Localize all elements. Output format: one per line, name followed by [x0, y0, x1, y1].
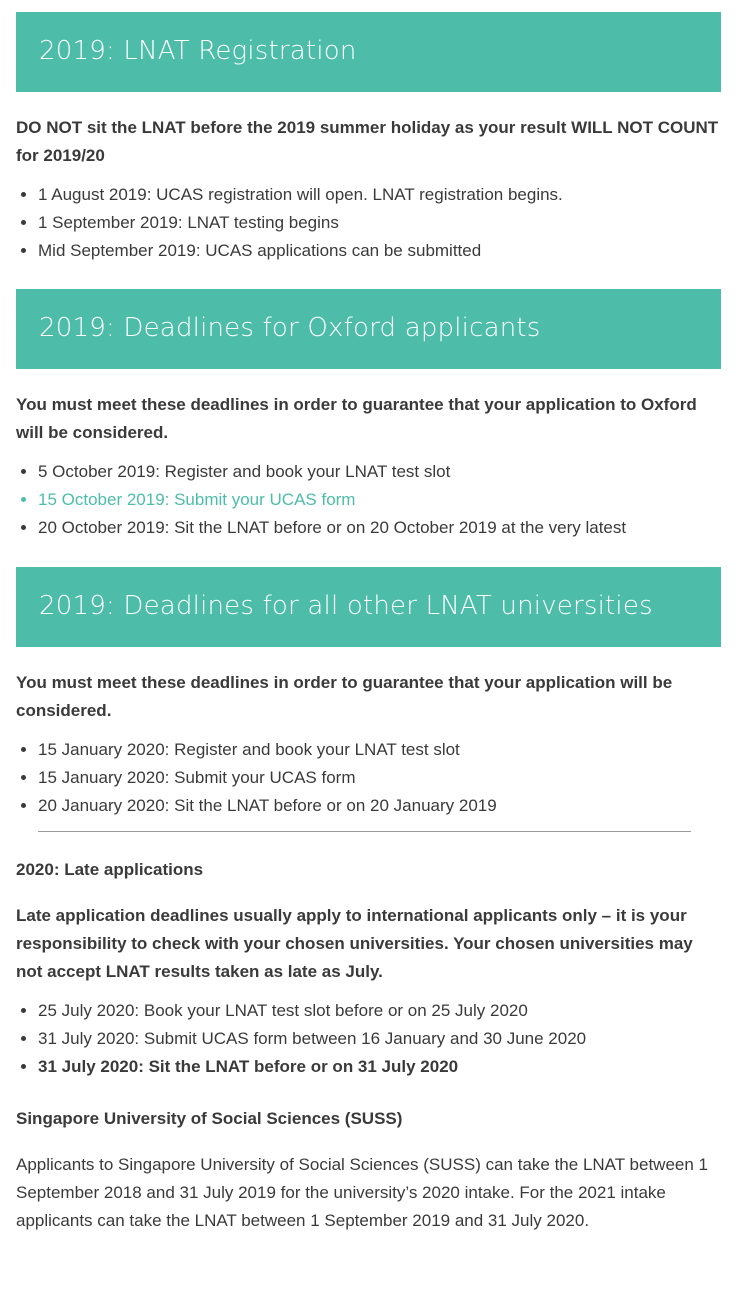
list-item: • 31 July 2020: Sit the LNAT before or on 31 July 2020 [38, 1053, 721, 1081]
list-item: • 20 October 2019: Sit the LNAT before or on 20 October 2019 at the very latest [38, 514, 721, 542]
page-content [16, 12, 721, 1235]
other-universities-dates-list [16, 736, 721, 820]
list-item: • 15 January 2020: Submit your UCAS form [38, 764, 721, 792]
list-item: • 5 October 2019: Register and book your LNAT test slot [38, 458, 721, 486]
section-heading-lnat-registration: 2019: LNAT Registration [16, 12, 721, 92]
horizontal-divider [38, 831, 691, 832]
list-item: • 1 August 2019: UCAS registration will open. LNAT registration begins. [38, 181, 721, 209]
registration-warning: DO NOT sit the LNAT before the 2019 summer holiday as your result WILL NOT COUNT for 2019/20 [16, 118, 719, 165]
ucas-form-link[interactable]: • 15 October 2019: Submit your UCAS form [38, 486, 721, 514]
suss-heading: Singapore University of Social Sciences (SUSS) [16, 1109, 403, 1128]
oxford-intro: You must meet these deadlines in order to guarantee that your application to Oxford will be considered. [16, 395, 697, 442]
list-item: • 25 July 2020: Book your LNAT test slot before or on 25 July 2020 [38, 997, 721, 1025]
registration-dates-list [16, 181, 721, 265]
section-heading-other-universities: 2019: Deadlines for all other LNAT universities [16, 567, 721, 647]
late-applications-intro: Late application deadlines usually apply to international applicants only – it is your responsibility to check with your chosen universities. Your chosen universities may not accept LNAT results taken as late as July. [16, 906, 693, 981]
suss-body: Applicants to Singapore University of Social Sciences (SUSS) can take the LNAT between 1 September 2018 and 31 July 2019 for the university’s 2020 intake. For the 2021 intake applicants can take the LNAT between 1 September 2019 and 31 July 2020. [16, 1155, 709, 1230]
oxford-dates-list [16, 458, 721, 542]
list-item: • Mid September 2019: UCAS applications can be submitted [38, 237, 721, 265]
list-item: • 20 January 2020: Sit the LNAT before or on 20 January 2019 [38, 792, 721, 820]
list-item: • 15 January 2020: Register and book your LNAT test slot [38, 736, 721, 764]
other-universities-intro: You must meet these deadlines in order to guarantee that your application will be considered. [16, 673, 673, 720]
list-item: • 1 September 2019: LNAT testing begins [38, 209, 721, 237]
section-heading-oxford-deadlines: 2019: Deadlines for Oxford applicants [16, 289, 721, 369]
late-applications-list [16, 997, 721, 1081]
list-item: • 31 July 2020: Submit UCAS form between 16 January and 30 June 2020 [38, 1025, 721, 1053]
late-applications-heading: 2020: Late applications [16, 860, 204, 879]
